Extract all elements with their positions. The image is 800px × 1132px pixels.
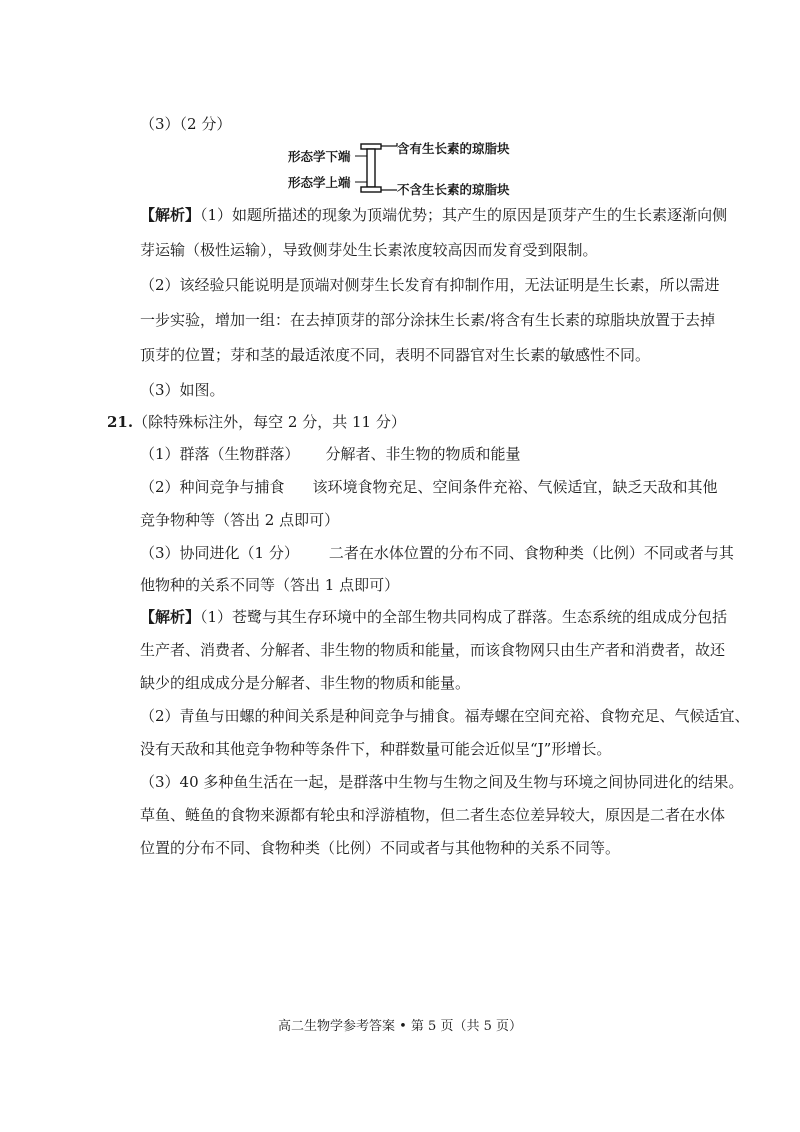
analysis20-p2b: 一步实验，增加一组：在去掉顶芽的部分涂抹生长素/将含有生长素的琼脂块放置于去掉 bbox=[140, 311, 716, 329]
agar-block-top bbox=[361, 144, 381, 149]
analysis21-p3c: 位置的分布不同、食物种类（比例）不同或者与其他物种的关系不同等。 bbox=[140, 839, 621, 857]
q21-answer3-cont: 他物种的关系不同等（答出 1 点即可） bbox=[140, 576, 400, 594]
analysis-tag: 【解析】 bbox=[140, 608, 201, 626]
q21-answer2-left: （2）种间竞争与捕食 bbox=[140, 478, 285, 496]
q21-answer3-right: 二者在水体位置的分布不同、食物种类（比例）不同或者与其 bbox=[328, 544, 734, 562]
stem-segment-drawing bbox=[355, 140, 403, 198]
q21-answer1-left: （1）群落（生物群落） bbox=[140, 445, 300, 463]
analysis21-p2a: （2）青鱼与田螺的种间关系是种间竞争与捕食。福寿螺在空间充裕、食物充足、气候适宜、 bbox=[140, 707, 750, 725]
analysis20-p2a: （2）该经验只能说明是顶端对侧芽生长发育有抑制作用，无法证明是生长素，所以需进 bbox=[140, 276, 720, 294]
analysis20-p1b: 芽运输（极性运输），导致侧芽处生长素浓度较高因而发育受到限制。 bbox=[140, 241, 598, 259]
analysis21-p2b: 没有天敌和其他竞争物种等条件下，种群数量可能会近似呈“J”形增长。 bbox=[140, 740, 612, 758]
q21-number: 21. bbox=[107, 413, 134, 431]
q21-answer2 bbox=[140, 477, 718, 497]
label-morphological-lower-end: 形态学下端 bbox=[288, 149, 351, 164]
analysis20-p1a-text: （1）如题所描述的现象为顶端优势；其产生的原因是顶芽产生的生长素逐渐向侧 bbox=[200, 206, 728, 224]
stem-segment bbox=[367, 149, 375, 187]
analysis20-p2c: 顶芽的位置；芽和茎的最适浓度不同，表明不同器官对生长素的敏感性不同。 bbox=[140, 346, 651, 364]
analysis-tag: 【解析】 bbox=[140, 206, 201, 224]
agar-block-bottom bbox=[361, 187, 381, 192]
analysis21-p1a bbox=[140, 607, 727, 627]
q21-answer2-right: 该环境食物充足、空间条件充裕、气候适宜，缺乏天敌和其他 bbox=[312, 478, 718, 496]
analysis20-p3: （3）如图。 bbox=[140, 381, 225, 399]
q21-answer1-right: 分解者、非生物的物质和能量 bbox=[325, 445, 521, 463]
q21-answer3 bbox=[140, 543, 734, 563]
q21-header bbox=[107, 412, 406, 432]
q21-intro: （除特殊标注外，每空 2 分，共 11 分） bbox=[133, 413, 406, 431]
label-block-with-auxin: 含有生长素的琼脂块 bbox=[397, 141, 510, 156]
analysis21-p1b: 生产者、消费者、分解者、非生物的物质和能量，而该食物网只由生产者和消费者，故还 bbox=[140, 641, 726, 659]
q21-answer2-cont: 竞争物种等（答出 2 点即可） bbox=[140, 511, 340, 529]
analysis21-p1c: 缺少的组成成分是分解者、非生物的物质和能量。 bbox=[140, 674, 471, 692]
label-morphological-upper-end: 形态学上端 bbox=[288, 175, 351, 190]
q21-answer3-left: （3）协同进化（1 分） bbox=[140, 544, 299, 562]
q21-answer1 bbox=[140, 444, 521, 464]
page-footer: 高二生物学参考答案 • 第 5 页（共 5 页） bbox=[277, 1019, 522, 1034]
analysis21-p1a-text: （1）苍鹭与其生存环境中的全部生物共同构成了群落。生态系统的组成成分包括 bbox=[200, 608, 728, 626]
analysis21-p3b: 草鱼、鲢鱼的食物来源都有轮虫和浮游植物，但二者生态位差异较大，原因是二者在水体 bbox=[140, 806, 726, 824]
analysis21-p3a: （3）40 多种鱼生活在一起，是群落中生物与生物之间及生物与环境之间协同进化的结果。 bbox=[140, 773, 744, 791]
label-block-without-auxin: 不含生长素的琼脂块 bbox=[397, 182, 510, 197]
analysis20-p1a bbox=[140, 205, 727, 225]
part3-header: （3）（2 分） bbox=[140, 115, 232, 133]
